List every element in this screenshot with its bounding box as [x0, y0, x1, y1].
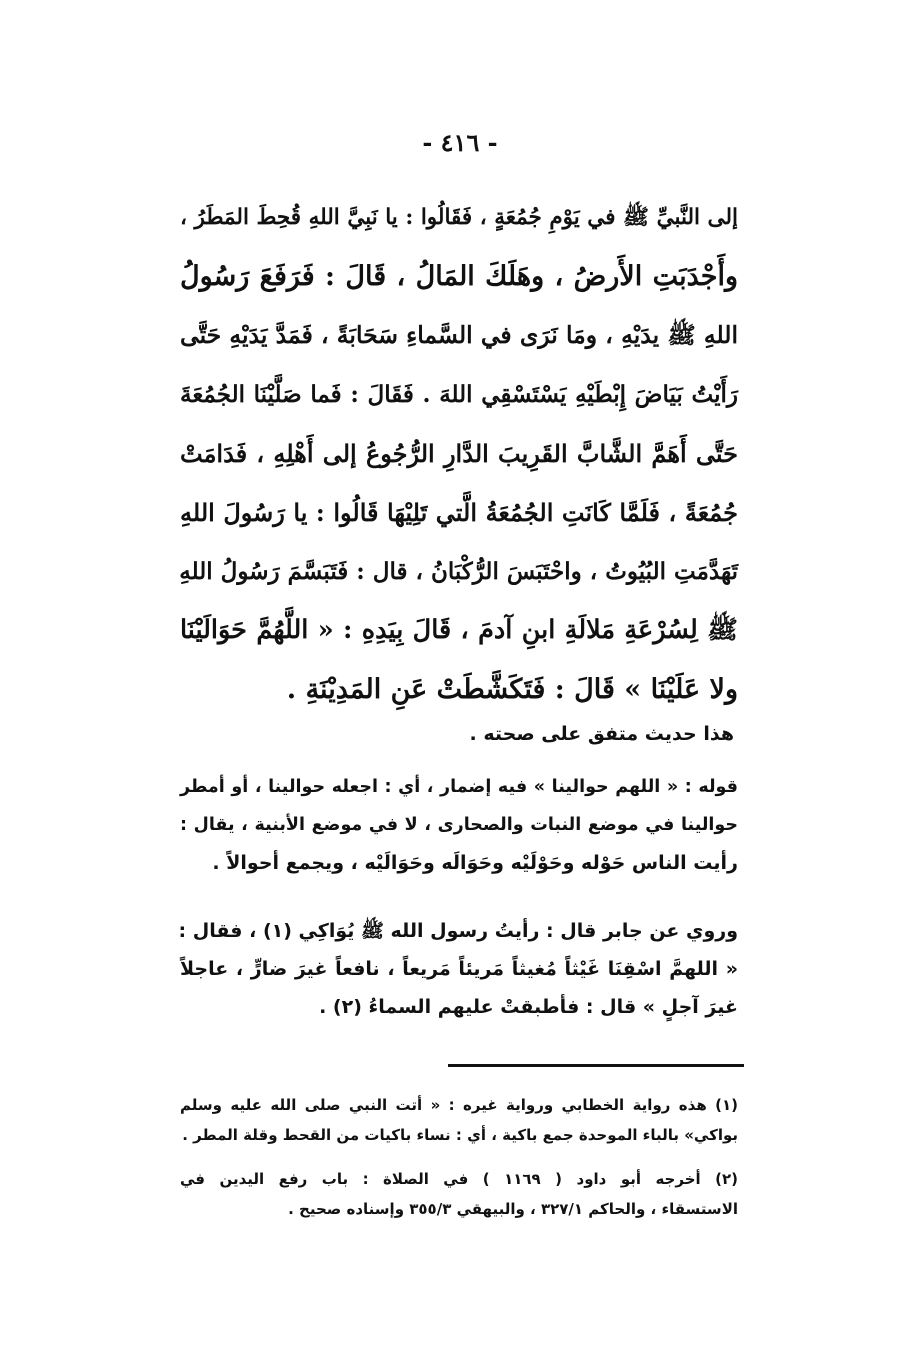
hadith-text [180, 188, 738, 719]
hadith-line: رَأَيْتُ بَيَاضَ إِبْطَيْهِ يَسْتَسْقِي اللهَ . فَقَالَ : فَما صَلَّيْنَا الجُمُعَةَ [180, 381, 738, 408]
footnote-2 [180, 1164, 738, 1224]
footnote-line: (٢) أخرجه أبو داود ( ١١٦٩ ) في الصلاة : باب رفع اليدين في [180, 1170, 738, 1188]
commentary-line: قوله : « اللهم حوالينا » فيه إضمار ، أي : اجعله حوالينا ، أو أمطر [180, 777, 738, 797]
footnotes [180, 1090, 738, 1238]
hadith-line: اللهِ ﷺ يدَيْهِ ، ومَا نَرَى في السَّماءِ سَحَابَةً ، فَمَدَّ يَدَيْهِ حَتَّى [180, 321, 738, 349]
commentary-line: رأيت الناس حَوْله وحَوْلَيْه وحَوَالَه وحَوَالَيْه ، ويجمع أحوالاً . [212, 852, 738, 874]
hadith-line: حَتَّى أَهَمَّ الشَّابَّ القَرِيبَ الدَّارِ الرُّجُوعُ إلى أَهْلِهِ ، فَدَامَتْ [180, 439, 738, 468]
hadith-line: إلى النَّبيِّ ﷺ في يَوْمِ جُمُعَةٍ ، فَقَالُوا : يا نَبِيَّ اللهِ قُحِطَ المَطَرُ ، [180, 205, 738, 230]
footnote-line: بواكي» بالباء الموحدة جمع باكية ، أي : نساء باكيات من القحط وقلة المطر . [182, 1126, 738, 1144]
hadith-line: تَهَدَّمَتِ البُيُوتُ ، واحْتَبَسَ الرُّكْبَانُ ، قال : فَتَبَسَّمَ رَسُولُ اللهِ [179, 558, 738, 585]
page-number: - ٤١٦ - [422, 128, 498, 157]
commentary-line: حوالينا في موضع النبات والصحارى ، لا في موضع الأبنية ، يقال : [180, 815, 738, 835]
narration-line: وروي عن جابر قال : رأيتُ رسول الله ﷺ يُوَاكِي (١) ، فقال : [178, 920, 738, 942]
narration-line: غيرَ آجلٍ » قال : فأطبقتْ عليهم السماءُ (٢) . [319, 996, 738, 1018]
footnote-divider [448, 1064, 744, 1067]
hadith-line: وأَجْدَبَتِ الأَرضُ ، وهَلَكَ المَالُ ، قَالَ : فَرَفَعَ رَسُولُ [180, 261, 738, 292]
commentary [180, 768, 738, 882]
hadith-grading: هذا حديث متفق على صحته . [469, 723, 734, 745]
jabir-narration [180, 912, 738, 1026]
footnote-line: (١) هذه رواية الخطابي ورواية غيره : « أتت النبي صلى الله عليه وسلم [180, 1096, 738, 1114]
hadith-line: جُمُعَةً ، فَلَمَّا كَانَتِ الجُمُعَةُ الَّتي تَلِيْهَا قَالُوا : يا رَسُولَ اللهِ [180, 498, 738, 527]
hadith-line: ولا عَلَيْنَا » قَالَ : فَتَكَشَّطَتْ عَنِ المَدِيْنَةِ . [286, 674, 738, 705]
footnote-1 [180, 1090, 738, 1150]
footnote-line: الاستسقاء ، والحاكم ٣٢٧/١ ، والبيهقي ٣٥٥/٣ وإسناده صحيح . [288, 1200, 738, 1218]
narration-line: « اللهمَّ اسْقِنَا غَيْثاً مُغيثاً مَريئاً مَريعاً ، نافعاً غيرَ ضارٍّ ، عاجلاً [180, 958, 738, 980]
hadith-line: ﷺ لِسُرْعَةِ مَلالَةِ ابنِ آدمَ ، قَالَ بِيَدِهِ : « اللَّهُمَّ حَوَالَيْنَا [180, 615, 738, 645]
